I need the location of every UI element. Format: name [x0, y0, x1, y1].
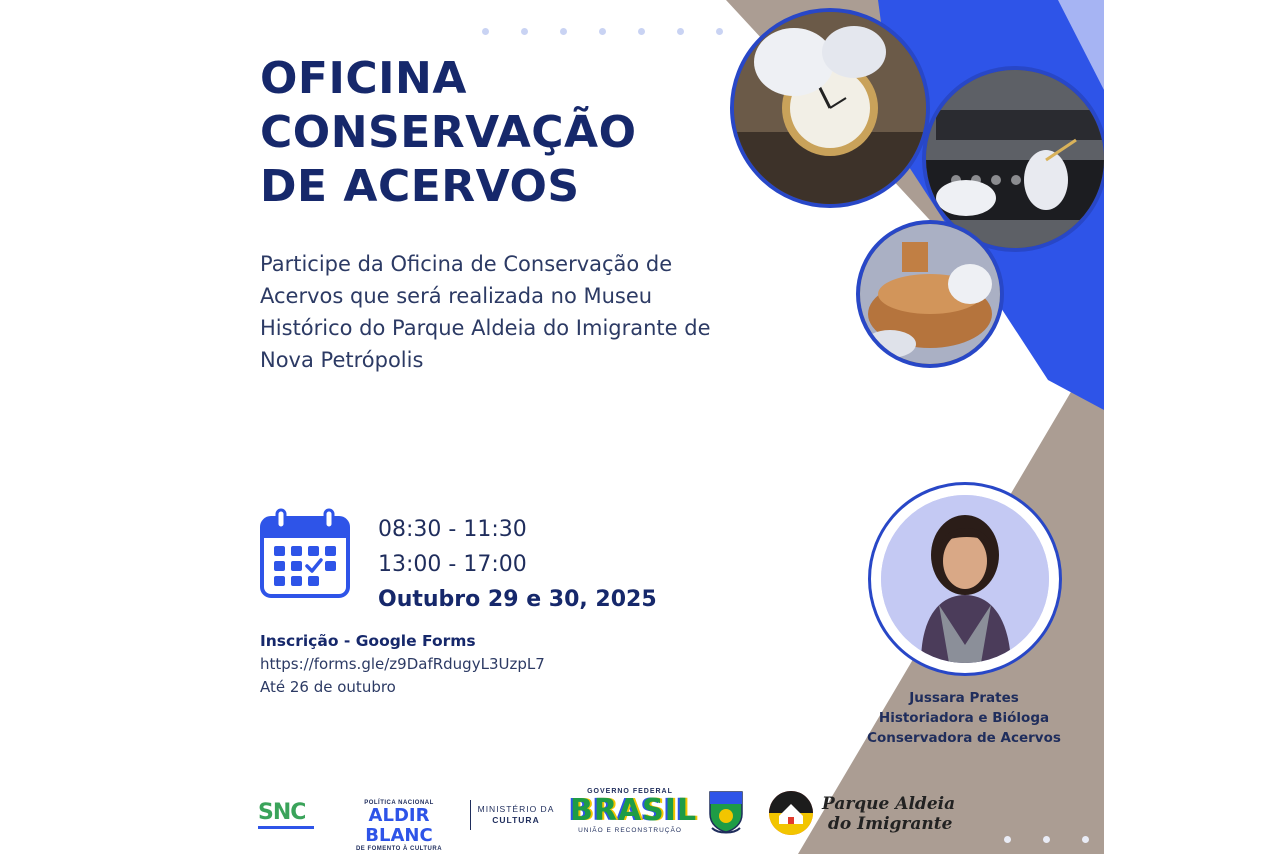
speaker-role-2: Conservadora de Acervos [867, 730, 1061, 746]
title-line-1: OFICINA [260, 53, 467, 104]
registration-info [260, 630, 545, 699]
calendar-icon [260, 508, 350, 598]
snc-logo-text: SNC [258, 800, 306, 825]
decorative-dot [716, 28, 723, 35]
gov-bottom: UNIÃO E RECONSTRUÇÃO [578, 827, 682, 834]
decorative-dot [521, 28, 528, 35]
sponsor-logos [258, 782, 958, 852]
decorative-dot [677, 28, 684, 35]
time-morning: 08:30 - 11:30 [378, 517, 527, 542]
time-afternoon: 13:00 - 17:00 [378, 552, 527, 577]
speaker-role-1: Historiadora e Bióloga [878, 710, 1050, 726]
decorative-dots-top [482, 28, 723, 35]
governo-federal-logo [570, 788, 698, 834]
decorative-dot [1082, 836, 1089, 843]
schedule [378, 512, 657, 618]
parque-line-2: do Imigrante [828, 814, 953, 834]
ministerio-line-2: CULTURA [492, 815, 540, 825]
title-line-2: CONSERVAÇÃO [260, 107, 637, 158]
gov-main: BRASIL [570, 793, 698, 828]
speaker-info [838, 688, 1090, 748]
aldir-blanc-top: POLÍTICA NACIONAL [364, 800, 434, 806]
ministerio-line-1: MINISTÉRIO DA [477, 804, 555, 814]
speaker-name: Jussara Prates [909, 690, 1019, 706]
parque-aldeia-logo [768, 790, 958, 838]
municipal-crest-logo [708, 790, 744, 839]
snc-logo [258, 802, 318, 829]
aldir-blanc-logo [334, 800, 464, 852]
parque-line-1: Parque Aldeia [822, 794, 956, 814]
registration-url[interactable]: https://forms.gle/z9DafRdugyL3UzpL7 [260, 655, 545, 673]
aldir-blanc-bottom: DE FOMENTO À CULTURA [355, 846, 443, 852]
decorative-dot [1004, 836, 1011, 843]
gov-top: GOVERNO FEDERAL [587, 788, 673, 795]
clock-photo [730, 8, 930, 208]
registration-deadline: Até 26 de outubro [260, 678, 396, 696]
event-description: Participe da Oficina de Conservação de Acervos que será realizada no Museu Histórico do Parque Aldeia do Imigrante de Nova Petrópolis [260, 252, 711, 372]
decorative-dot [599, 28, 606, 35]
title-line-3: DE ACERVOS [260, 161, 580, 212]
decorative-dots-bottom [1004, 836, 1089, 843]
speaker-photo [868, 482, 1062, 676]
decorative-dot [560, 28, 567, 35]
ministerio-cultura-logo [476, 804, 556, 826]
event-date: Outubro 29 e 30, 2025 [378, 587, 657, 612]
poster [178, 0, 1104, 854]
aldir-blanc-main: ALDIR BLANC [365, 805, 433, 846]
page-title [260, 52, 637, 214]
copper-pot-photo [856, 220, 1004, 368]
registration-label: Inscrição - Google Forms [260, 632, 476, 650]
decorative-dot [638, 28, 645, 35]
decorative-dot [482, 28, 489, 35]
decorative-dot [1043, 836, 1050, 843]
logo-divider [470, 800, 471, 830]
